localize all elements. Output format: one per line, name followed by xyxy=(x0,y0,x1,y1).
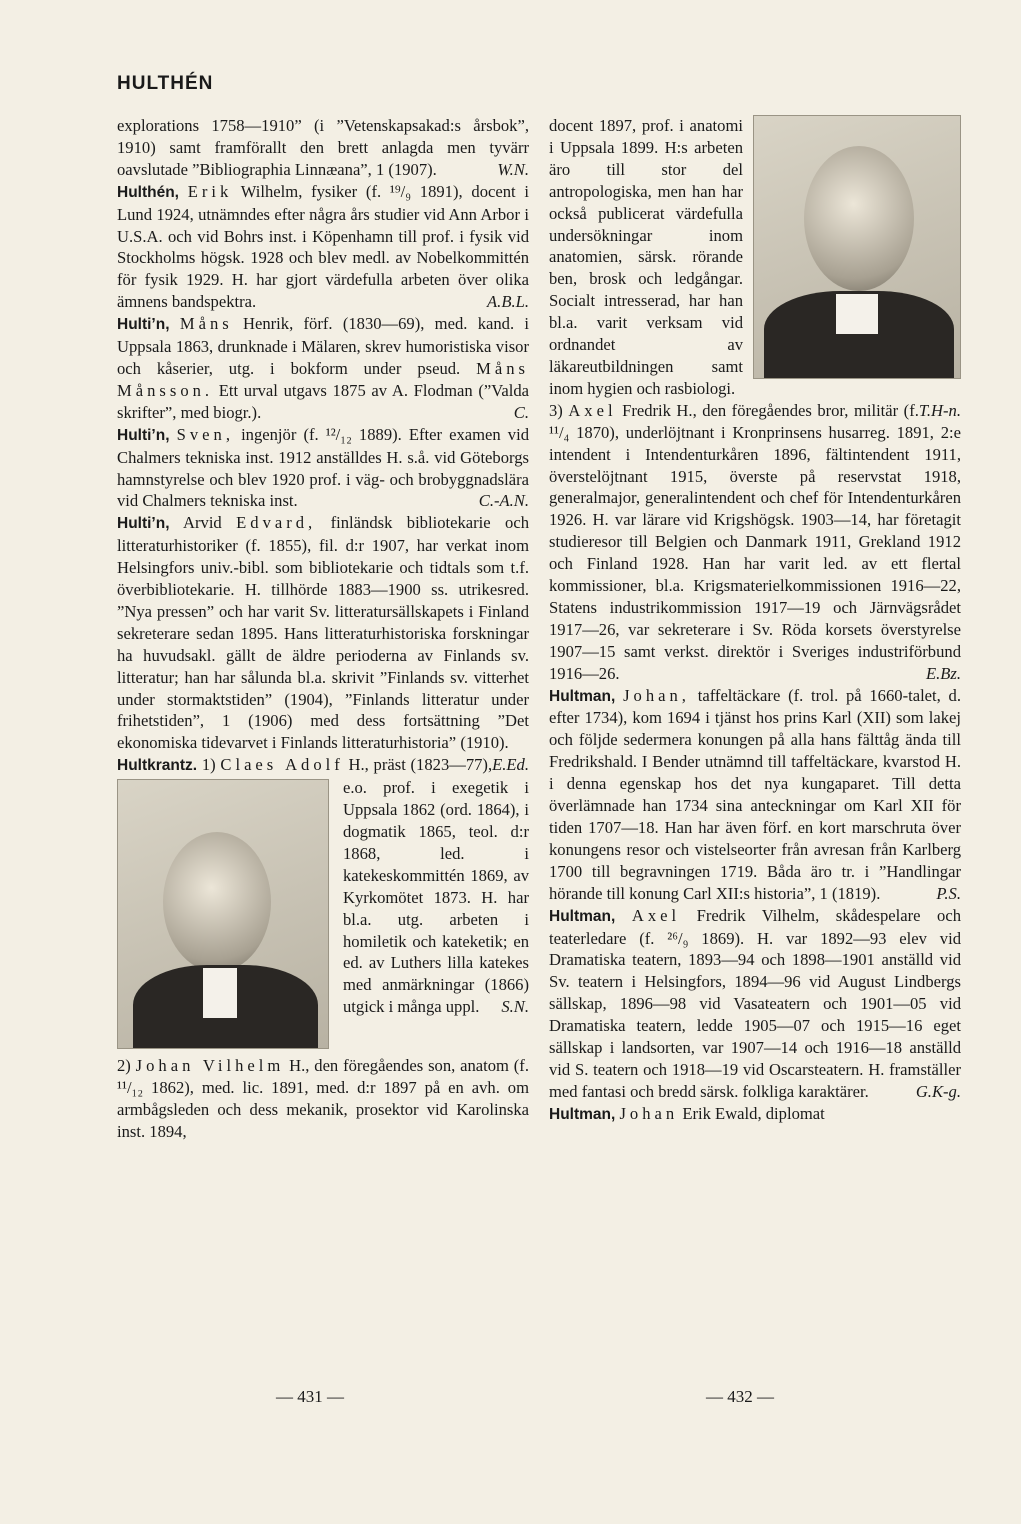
entry-hultman-johan: Hultman, Johan, taffeltäckare (f. trol. på 1660-talet, d. efter 1734), kom 1694 i tjänst hos prins Karl (XII) som lakej och följde sedermera konungen på alla hans fälttåg ända till Fredrikshald. I Bender utnämnd till taffeltäckare, kvarstod H. i denna egenskap hos det nya kungaparet. Till detta överlämnade han 1734 sina anteckningar om Karl XII för tiden 1707—18. Han har även förf. en kort marschruta över konungens resor och vistelseorter från avresan från Karlberg 1700 till begravningen 1719. Båda äro tr. i ”Handlingar hörande till konung Carl XII:s historia”, 1 (1819). P.S. xyxy=(549,685,962,903)
entry-hultman-johan-erik: Hultman, Johan Erik Ewald, diplomat xyxy=(549,1103,825,1123)
entry-hulthen-erik: Hulthén, Erik Wilhelm, fysiker (f. ¹⁹/₉ 1891), docent i Lund 1924, utnämndes efter några års studier vid Ann Arbor i U.S.A. och vid Bohrs inst. i Köpenhamn till prof. i fysik vid Stockholms högsk. 1928 och blev medl. av Nobelkommittén för fysik 1929. H. har gjort värdefulla arbeten över olika ämnens bandspektra. A.B.L. xyxy=(117,181,529,312)
entry-hultman-axel: Hultman, Axel Fredrik Vilhelm, skådespelare och teaterledare (f. ²⁶/₉ 1869). H. var 1892—93 elev vid Dramatiska teatern, 1893—94 och 1898—1901 anställd vid Sv. teatern i Helsingfors, 1894—96 vid August Lindbergs sällskap, 1896—98 vid Vasateatern och 1901—05 vid Dramatiska teatern, ledde 1905—07 och 1915—16 eget sällskap i landsorten, var 1907—14 och 1916—18 anställd vid S. teatern och 1918—19 vid Oscarsteatern. H. framställer med fantasi och bredd särsk. folkliga karaktärer. G.K-g. xyxy=(549,905,962,1101)
entry-continuation: explorations 1758—1910” (i ”Vetenskapsakad:s årsbok”, 1910) samt framförallt den brett anlagda men tyvärr oavslutade ”Bibliographia Linnæana”, 1 (1907). W.N. xyxy=(117,116,529,179)
right-column xyxy=(549,115,961,1126)
entry-hultin-sven: Hulti’n, Sven, ingenjör (f. ¹²/₁₂ 1889). Efter examen vid Chalmers tekniska inst. 1912 anställdes H. s.å. vid Göteborgs hamnstyrelse och blev 1920 prof. i väg- och brobyggnadslära vid Chalmers tekniska inst. C.-A.N. xyxy=(117,424,529,511)
page-number-right: — 432 — xyxy=(706,1387,774,1406)
entry-hultkrantz-johan: 2) Johan Vilhelm H., den föregåendes son, anatom (f. ¹¹/₁₂ 1862), med. lic. 1891, med. d:r 1897 på en avh. om armbågsleden och dess mekanik, prosektor vid Karolinska inst. 1894, xyxy=(117,1056,529,1141)
running-header: HULTHÉN xyxy=(117,73,214,94)
left-column xyxy=(117,115,529,1143)
entry-hultkrantz-johan-cont: docent 1897, prof. i anatomi i Uppsala 1899. H:s arbeten äro till stor del antropologiska, men han har också publicerat värdefulla undersökningar inom anatomien, särsk. rörande ben, brosk och ledgångar. Socialt intresserad, har han bl.a. varit verksam vid ordnandet av läkareutbildningen samt inom hygien och rasbiologi. T.H-n. xyxy=(549,116,961,420)
portrait-johan-hultkrantz xyxy=(753,115,961,379)
entry-hultkrantz-axel: 3) Axel Fredrik H., den föregåendes bror, militär (f. ¹¹/₄ 1870), underlöjtnant i Kronprinsens husarreg. 1891, 2:e intendent i Intendenturkåren 1896, fältintendent 1911, överstelöjtnant 1915, överste på reservstat 1918, generalmajor, generalintendent och chef för Intendenturkåren 1926. H. var lärare vid Krigshögsk. 1903—14, har företagit studieresor till Belgien och Danmark 1911, Grekland 1912 och Finland 1928. Han har varit led. av ett flertal kommissioner, bl.a. Krigsmaterielkommissionen 1916—22, Statens industrikommission 1917—19 och Järnvägsrådet 1917—26, var sekreterare i Sv. Röda korsets överstyrelse 1907—15 samt verkst. direktör i Sveriges industriförbund 1916—26. E.Bz. xyxy=(549,400,961,683)
entry-hultin-mans: Hulti’n, Måns Henrik, förf. (1830—69), med. kand. i Uppsala 1863, drunknade i Mälaren, skrev humoristiska visor och kåserier, utg. i bokform under pseud. Måns Månsson. Ett urval utgavs 1875 av A. Flodman (”Valda skrifter”, med biogr.). C. xyxy=(117,314,529,422)
entry-hultkrantz-claes: Hultkrantz. 1) Claes Adolf H., präst (1823—77), e.o. prof. i exegetik i Uppsala 1862 (ord. 1864), i dogmatik 1865, teol. d:r 1868, led. i katekeskommittén 1869, av Kyrkomötet 1873. H. har bl.a. utg. arbeten i homiletik och kateketik; en ed. av Luthers lilla katekes med anmärkningar (1866) utgick i många uppl. S.N. xyxy=(117,754,529,1018)
entry-hultin-edvard: Hulti’n, Arvid Edvard, finländsk bibliotekarie och litteraturhistoriker (f. 1855), fil. d:r 1907, har verkat inom Helsingfors univ.-bibl. som bibliotekarie och tidtals som t.f. överbibliotekarie. H. tillhörde 1883—1900 ss. utrikesred. ”Nya pressen” och har varit Sv. litteratursällskapets i Finland sekreterare sedan 1895. Hans litteraturhistoriska forskningar ha huvudsakl. gällt de äldre perioderna av Finlands sv. litteratur; han har sålunda bl.a. skrivit ”Finlands sv. vitterhet under stormaktstiden” (1904), ”Finlands litteratur under frihetstiden”, 1 (1906) med dess fortsättning ”Det ekonomiska tidevarvet i Finlands litteraturhistoria” (1910). E.Ed. xyxy=(117,513,529,775)
page-number-left: — 431 — xyxy=(276,1387,344,1406)
portrait-claes-hultkrantz xyxy=(117,779,329,1049)
